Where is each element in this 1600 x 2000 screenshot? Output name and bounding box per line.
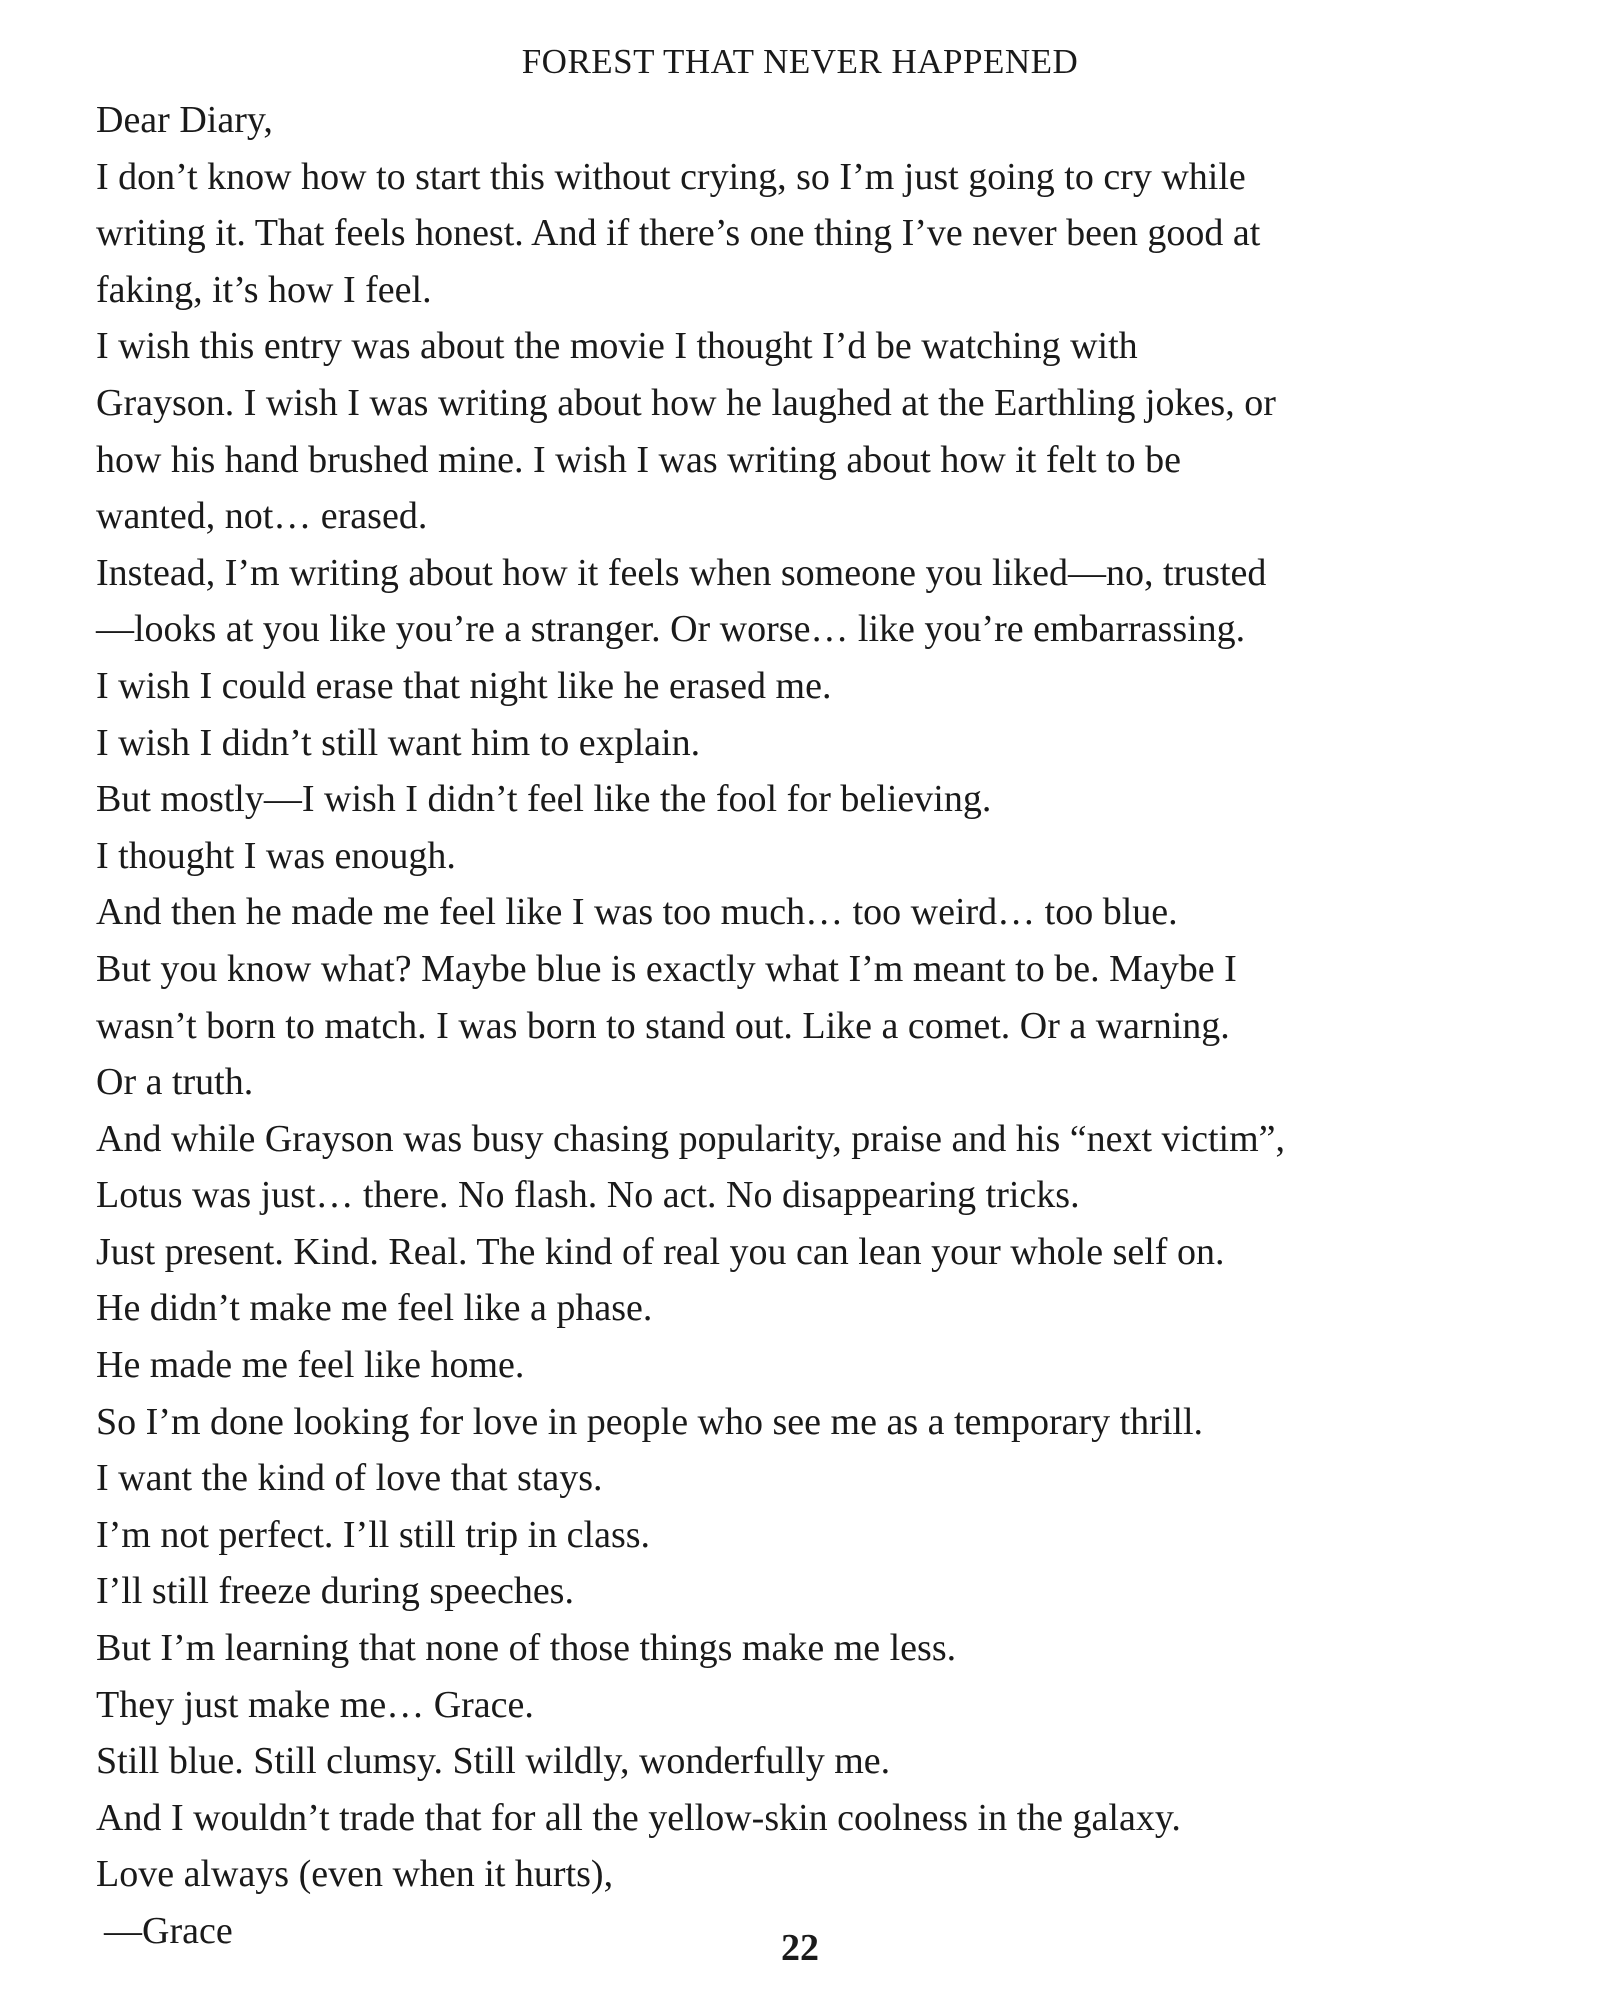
text-line: Or a truth.: [96, 1061, 254, 1104]
signature: —Grace: [104, 1910, 233, 1952]
text-line: Grayson. I wish I was writing about how he laughed at the Earthling jokes, or: [96, 381, 1276, 424]
running-header-title: FOREST THAT NEVER HAPPENED: [521, 42, 1079, 81]
text-line: wasn’t born to match. I was born to stand out. Like a comet. Or a warning.: [96, 1004, 1230, 1047]
text-line: faking, it’s how I feel.: [96, 268, 432, 311]
text-line: how his hand brushed mine. I wish I was writing about how it felt to be: [96, 438, 1181, 481]
text-line: Lotus was just… there. No flash. No act. No disappearing tricks.: [96, 1174, 1080, 1217]
text-line: But I’m learning that none of those things make me less.: [96, 1627, 957, 1670]
text-line: I’m not perfect. I’ll still trip in class.: [96, 1513, 651, 1556]
text-line: Still blue. Still clumsy. Still wildly, wonderfully me.: [96, 1740, 891, 1783]
text-line: He made me feel like home.: [96, 1344, 525, 1387]
text-line: I thought I was enough.: [96, 834, 456, 877]
diary-entry: [96, 92, 1536, 1960]
text-line: And while Grayson was busy chasing popularity, praise and his “next victim”,: [96, 1117, 1286, 1160]
text-line: But you know what? Maybe blue is exactly what I’m meant to be. Maybe I: [96, 947, 1237, 990]
text-line: I wish I could erase that night like he erased me.: [96, 664, 832, 707]
text-line: I want the kind of love that stays.: [96, 1457, 603, 1500]
page-number: 22: [781, 1927, 819, 1969]
text-line: And then he made me feel like I was too much… too weird… too blue.: [96, 891, 1178, 934]
text-line: I’ll still freeze during speeches.: [96, 1570, 574, 1613]
text-line: —looks at you like you’re a stranger. Or worse… like you’re embarrassing.: [96, 608, 1246, 651]
text-line: writing it. That feels honest. And if there’s one thing I’ve never been good at: [96, 212, 1261, 255]
text-line: They just make me… Grace.: [96, 1683, 534, 1726]
text-line: wanted, not… erased.: [96, 495, 428, 538]
text-line: And I wouldn’t trade that for all the yellow-skin coolness in the galaxy.: [96, 1796, 1181, 1839]
diary-salutation: Dear Diary,: [96, 99, 273, 141]
text-line: Instead, I’m writing about how it feels when someone you liked—no, trusted: [96, 551, 1267, 594]
text-line: But mostly—I wish I didn’t feel like the fool for believing.: [96, 778, 992, 821]
text-line: I wish I didn’t still want him to explain.: [96, 721, 701, 764]
text-line: Just present. Kind. Real. The kind of real you can lean your whole self on.: [96, 1230, 1225, 1273]
diary-closing: Love always (even when it hurts),: [96, 1853, 614, 1896]
text-line: He didn’t make me feel like a phase.: [96, 1287, 653, 1330]
text-line: I wish this entry was about the movie I thought I’d be watching with: [96, 325, 1138, 368]
text-line: I don’t know how to start this without crying, so I’m just going to cry while: [96, 155, 1246, 198]
text-line: So I’m done looking for love in people who see me as a temporary thrill.: [96, 1400, 1204, 1443]
